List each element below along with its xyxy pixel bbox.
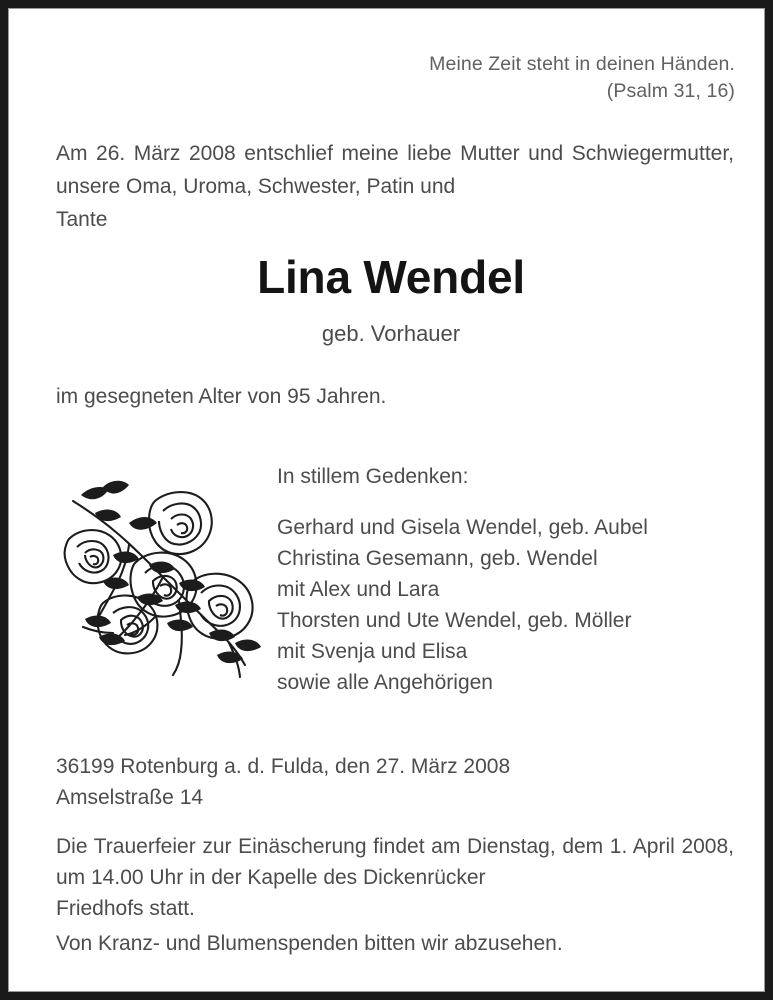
notice-inner-frame [8,8,765,992]
place-date-line: 36199 Rotenburg a. d. Fulda, den 27. März 2008 [56,755,511,778]
remembrance-title: In stillem Gedenken: [277,465,469,488]
motto-source: (Psalm 31, 16) [606,80,735,102]
list-item: mit Alex und Lara [277,578,440,601]
rose-branch-icon [59,477,264,687]
deceased-name: Lina Wendel [257,251,525,303]
notice-content [47,9,735,991]
ceremony-text-last-line: Friedhofs statt. [56,897,195,920]
list-item: Gerhard und Gisela Wendel, geb. Aubel [277,516,648,539]
motto-block [429,51,735,105]
announcement-text: Am 26. März 2008 entschlief meine liebe Mutter und Schwiegermutter, unsere Oma, Uroma, Schwester, Patin und [56,142,734,198]
announcement-text-last-line: Tante [56,208,108,231]
list-item: Christina Gesemann, geb. Wendel [277,547,598,570]
list-item: sowie alle Angehörigen [277,671,493,694]
list-item: mit Svenja und Elisa [277,640,468,663]
announcement-paragraph [56,137,734,236]
motto-line: Meine Zeit steht in deinen Händen. [429,53,735,75]
closing-request: Von Kranz- und Blumenspenden bitten wir abzusehen. [56,932,563,955]
deceased-maiden-name: geb. Vorhauer [321,321,461,346]
mourners-list [277,512,648,698]
age-statement: im gesegneten Alter von 95 Jahren. [56,385,387,408]
ceremony-text: Die Trauerfeier zur Einäscherung findet am Dienstag, dem 1. April 2008, um 14.00 Uhr in der Kapelle des Dickenrücker [56,835,734,889]
street-address-line: Amselstraße 14 [56,786,204,809]
list-item: Thorsten und Ute Wendel, geb. Möller [277,609,632,632]
place-and-date-block [56,751,510,813]
ceremony-paragraph [56,831,734,924]
